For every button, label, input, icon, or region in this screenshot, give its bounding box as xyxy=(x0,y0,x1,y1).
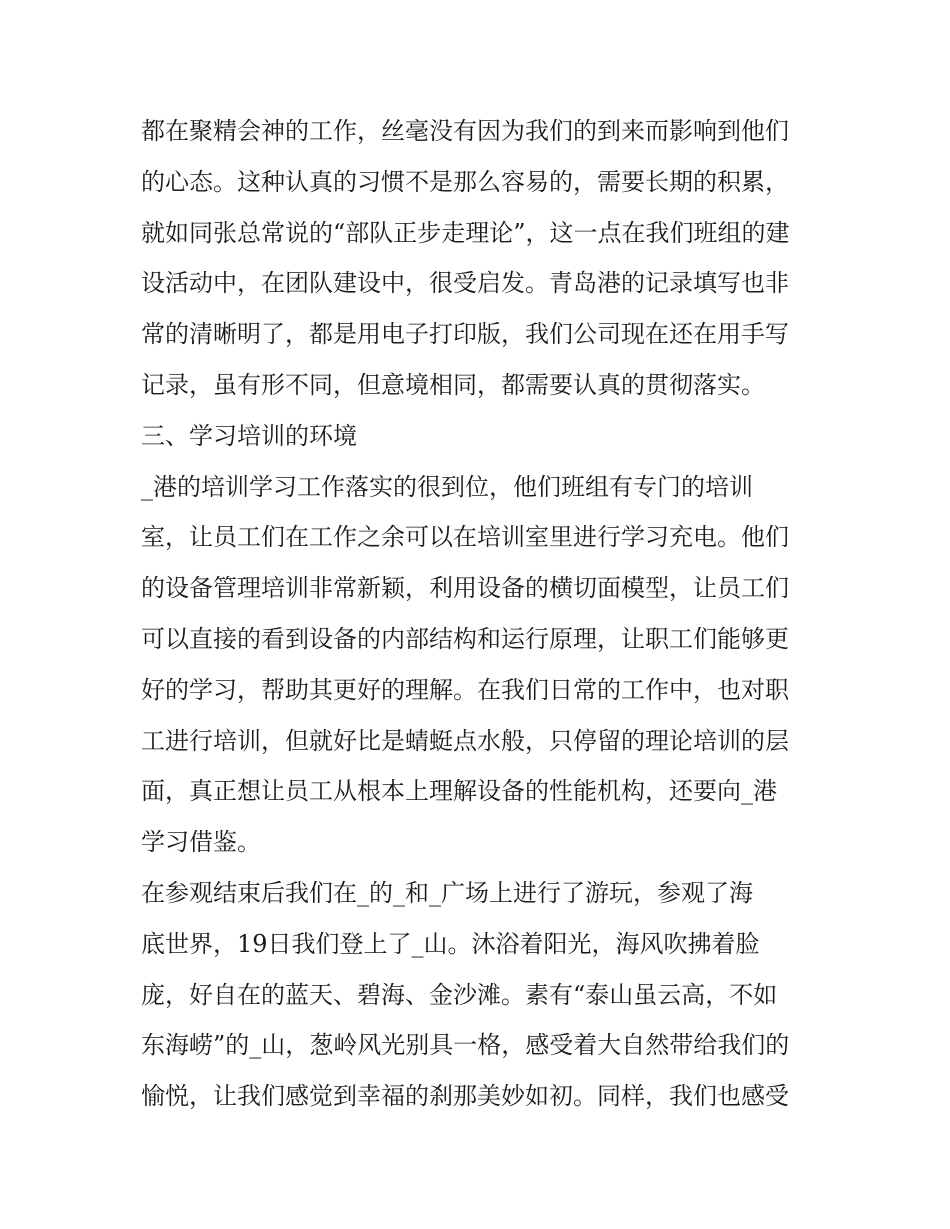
document-body xyxy=(141,106,821,1122)
text-line: 设活动中，在团队建设中，很受启发。青岛港的记录填写也非 xyxy=(141,269,789,298)
text-line: 的心态。这种认真的习惯不是那么容易的，需要长期的积累， xyxy=(141,167,789,196)
text-line: 面，真正想让员工从根本上理解设备的性能机构，还要向_港 xyxy=(141,777,777,806)
text-line: 的设备管理培训非常新颖，利用设备的横切面模型，让员工们 xyxy=(141,574,789,603)
text-line: 都在聚精会神的工作，丝毫没有因为我们的到来而影响到他们 xyxy=(141,117,789,145)
text-line: 在参观结束后我们在_的_和_广场上进行了游玩，参观了海 xyxy=(141,878,753,907)
text-line: 就如同张总常说的“部队正步走理论”，这一点在我们班组的建 xyxy=(141,218,790,247)
text-line: 工进行培训，但就好比是蜻蜓点水般，只停留的理论培训的层 xyxy=(141,726,789,755)
text-line: 东海崂”的_山，葱岭风光别具一格，感受着大自然带给我们的 xyxy=(141,1031,790,1060)
text-line: 可以直接的看到设备的内部结构和运行原理，让职工们能够更 xyxy=(141,624,789,653)
text-line: 室，让员工们在工作之余可以在培训室里进行学习充电。他们 xyxy=(141,523,789,552)
text-line: 愉悦，让我们感觉到幸福的刹那美妙如初。同样，我们也感受 xyxy=(141,1082,789,1111)
text-line: 学习借鉴。 xyxy=(141,828,261,857)
text-line: 庞，好自在的蓝天、碧海、金沙滩。素有“泰山虽云高，不如 xyxy=(141,980,778,1009)
text-line: 常的清晰明了，都是用电子打印版，我们公司现在还在用手写 xyxy=(141,320,789,349)
text-line: 好的学习，帮助其更好的理解。在我们日常的工作中，也对职 xyxy=(141,675,789,704)
text-line: 底世界，19日我们登上了_山。沐浴着阳光，海风吹拂着脸 xyxy=(141,929,760,958)
text-line: 记录，虽有形不同，但意境相同，都需要认真的贯彻落实。 xyxy=(141,370,765,399)
text-line: _港的培训学习工作落实的很到位，他们班组有专门的培训 xyxy=(141,472,753,501)
section-heading: 三、学习培训的环境 xyxy=(141,421,357,450)
